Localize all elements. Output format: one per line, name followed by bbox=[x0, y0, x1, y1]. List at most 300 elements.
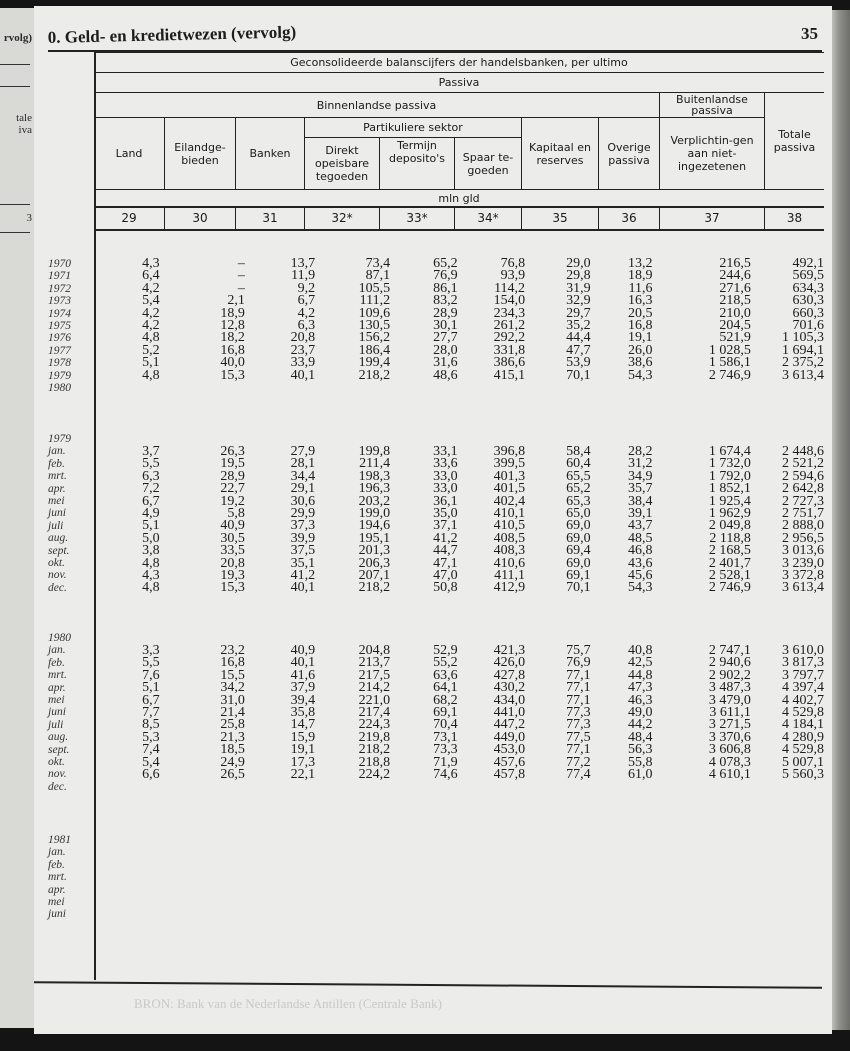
table-cell: 77,4 bbox=[566, 766, 591, 782]
table-cell: 1 586,1 bbox=[708, 355, 751, 371]
stub-label: 1977 bbox=[48, 344, 71, 357]
stub-label: feb. bbox=[48, 457, 65, 470]
table-cell: 261,2 bbox=[493, 317, 526, 333]
table-cell: 44,2 bbox=[628, 717, 653, 733]
table-cell: 218,2 bbox=[358, 742, 391, 758]
table-cell: 16,8 bbox=[628, 317, 653, 333]
table-cell: 194,6 bbox=[358, 518, 391, 534]
table-cell: 3 611,1 bbox=[709, 704, 751, 720]
table-cell: 48,4 bbox=[628, 729, 653, 745]
table-cell: 569,5 bbox=[792, 268, 824, 284]
table-cell: 44,7 bbox=[433, 543, 458, 559]
stub-label: jan. bbox=[48, 644, 66, 657]
table-cell: 40,9 bbox=[290, 643, 316, 658]
table-cell: 53,9 bbox=[566, 355, 591, 371]
table-cell: 6,3 bbox=[142, 468, 160, 484]
table-cell: 224,2 bbox=[358, 766, 391, 782]
col-number-31: 31 bbox=[236, 207, 305, 230]
table-cell: 19,1 bbox=[628, 330, 653, 346]
col-number-36: 36 bbox=[599, 207, 660, 230]
table-cell: 34,2 bbox=[220, 680, 245, 696]
table-cell: 6,4 bbox=[142, 268, 160, 284]
table-cell: 660,3 bbox=[792, 305, 824, 321]
table-cell: 39,9 bbox=[290, 530, 316, 546]
stub-label: jan. bbox=[48, 445, 66, 458]
table-cell: 15,5 bbox=[220, 667, 245, 683]
col-header-31: Banken bbox=[236, 118, 305, 190]
table-row bbox=[94, 295, 824, 307]
stub-label: mrt. bbox=[48, 871, 67, 884]
table-row bbox=[94, 258, 824, 270]
table-cell: 207,1 bbox=[358, 567, 391, 583]
table-cell: 3 372,8 bbox=[781, 567, 824, 583]
table-cell: 410,1 bbox=[493, 505, 526, 521]
table-cell: 54,3 bbox=[628, 580, 653, 596]
table-cell: 5,1 bbox=[142, 680, 160, 696]
table-cell: 408,3 bbox=[493, 543, 526, 559]
table-cell: 40,0 bbox=[220, 355, 245, 371]
col-number-30: 30 bbox=[165, 207, 236, 230]
table-cell: 69,0 bbox=[566, 555, 591, 571]
table-cell: 37,9 bbox=[290, 680, 316, 696]
table-cell: 30,6 bbox=[290, 493, 316, 509]
table-cell: 28,0 bbox=[433, 342, 458, 358]
table-cell: 2 642,8 bbox=[781, 481, 824, 497]
col-header-37: Verplichtin-gen aan niet-ingezetenen bbox=[660, 118, 765, 190]
table-cell: 3 797,7 bbox=[781, 667, 824, 683]
table-cell: 331,8 bbox=[493, 342, 526, 358]
table-cell: 5,1 bbox=[142, 518, 160, 534]
table-cell: 77,1 bbox=[566, 742, 591, 758]
table-cell: 31,0 bbox=[220, 692, 245, 708]
table-cell: 33,0 bbox=[433, 481, 458, 497]
table-cell: 4,8 bbox=[142, 580, 160, 596]
table-cell: 16,3 bbox=[628, 293, 653, 309]
table-cell: 27,7 bbox=[433, 330, 458, 346]
table-cell: 7,7 bbox=[142, 704, 160, 720]
table-cell: 29,7 bbox=[566, 305, 591, 321]
table-cell: – bbox=[237, 256, 245, 271]
table-cell: 26,3 bbox=[220, 444, 245, 459]
table-cell: 14,7 bbox=[290, 717, 316, 733]
left-page-fragment: iva bbox=[18, 124, 32, 136]
table-cell: 55,2 bbox=[433, 655, 458, 671]
table-row bbox=[94, 766, 824, 782]
col-header-30: Eilandge-bieden bbox=[165, 118, 236, 190]
stub-1980 bbox=[34, 632, 92, 793]
table-cell: 109,6 bbox=[358, 305, 391, 321]
table-cell: 16,8 bbox=[220, 655, 245, 671]
table-cell: 1 925,4 bbox=[708, 493, 751, 509]
table-cell: 2 594,6 bbox=[781, 468, 824, 484]
col-header-34: Spaar te-goeden bbox=[455, 138, 522, 190]
stub-label: mei bbox=[48, 896, 65, 909]
table-cell: 204,8 bbox=[358, 643, 391, 658]
table-cell: 76,9 bbox=[566, 655, 591, 671]
table-cell: 244,6 bbox=[719, 268, 751, 284]
col-number-37: 37 bbox=[660, 207, 765, 230]
stub-label: 1981 bbox=[48, 834, 71, 846]
table-cell: 219,8 bbox=[358, 729, 391, 745]
table-cell: 2 168,5 bbox=[708, 543, 751, 559]
table-cell: 18,5 bbox=[220, 742, 245, 758]
table-cell: 2 049,8 bbox=[708, 518, 751, 534]
table-cell: 421,3 bbox=[493, 643, 526, 658]
stub-label: 1978 bbox=[48, 357, 71, 370]
divider bbox=[0, 204, 30, 205]
table-row bbox=[94, 317, 824, 333]
table-cell: 68,2 bbox=[433, 692, 458, 708]
page-number: 35 bbox=[801, 24, 818, 43]
table-cell: 56,3 bbox=[628, 742, 653, 758]
table-cell: 18,2 bbox=[220, 330, 245, 346]
col-number-34: 34* bbox=[455, 207, 522, 230]
stub-label: 1973 bbox=[48, 295, 71, 308]
col-header-33: Termijn deposito's bbox=[380, 138, 455, 190]
table-cell: 3 610,0 bbox=[781, 643, 824, 658]
table-cell: 40,1 bbox=[290, 367, 316, 383]
table-cell: 26,0 bbox=[628, 342, 653, 358]
table-cell: 386,6 bbox=[493, 355, 526, 371]
table-cell: 2 746,9 bbox=[708, 580, 751, 596]
table-cell: 64,1 bbox=[433, 680, 458, 696]
table-cell: 25,8 bbox=[220, 717, 245, 733]
col-header-35: Kapitaal en reserves bbox=[522, 118, 599, 190]
table-cell: 2 888,0 bbox=[781, 518, 824, 534]
table-cell: 4,2 bbox=[142, 280, 160, 296]
table-cell: 292,2 bbox=[493, 330, 526, 346]
table-cell: 65,2 bbox=[566, 481, 591, 497]
table-cell: 1 105,3 bbox=[781, 330, 824, 346]
table-cell: 111,2 bbox=[359, 293, 391, 309]
table-cell: 73,1 bbox=[433, 729, 458, 745]
table-cell: 61,0 bbox=[628, 766, 653, 782]
table-cell: 449,0 bbox=[493, 729, 526, 745]
table-cell: 31,2 bbox=[628, 456, 653, 472]
table-cell: 12,8 bbox=[220, 317, 245, 333]
table-cell: 21,4 bbox=[220, 704, 245, 720]
table-cell: 196,3 bbox=[358, 481, 391, 497]
table-cell: 22,1 bbox=[290, 766, 316, 782]
table-cell: 47,0 bbox=[433, 567, 458, 583]
stub-label: okt. bbox=[48, 756, 65, 769]
table-cell: 427,8 bbox=[493, 667, 526, 683]
table-cell: 3 479,0 bbox=[708, 692, 751, 708]
table-cell: 33,6 bbox=[433, 456, 458, 472]
table-cell: 521,9 bbox=[719, 330, 751, 346]
table-cell: 630,3 bbox=[792, 293, 824, 309]
table-cell: 50,8 bbox=[433, 580, 458, 596]
stub-label: aug. bbox=[48, 532, 69, 545]
table-cell: 69,1 bbox=[566, 567, 591, 583]
table-cell: 29,8 bbox=[566, 268, 591, 284]
table-cell: 3,8 bbox=[142, 543, 160, 559]
col-header-38: Totale passiva bbox=[765, 93, 825, 190]
table-cell: 211,4 bbox=[359, 456, 391, 472]
table-cell: 3,7 bbox=[142, 444, 160, 459]
table-cell: 218,8 bbox=[358, 754, 391, 770]
table-cell: 28,9 bbox=[220, 468, 245, 484]
table-cell: 415,1 bbox=[493, 367, 526, 383]
group-header-buitenlandse: Buitenlandse passiva bbox=[660, 93, 765, 118]
table-cell: 399,5 bbox=[493, 456, 526, 472]
table-cell: 40,1 bbox=[290, 655, 316, 671]
table-cell: 32,9 bbox=[566, 293, 591, 309]
table-cell: 2 727,3 bbox=[781, 493, 824, 509]
table-cell: 271,6 bbox=[719, 280, 751, 296]
table-cell: 216,5 bbox=[719, 256, 751, 271]
table-cell: 4,8 bbox=[142, 367, 160, 383]
table-cell: 40,8 bbox=[628, 643, 653, 658]
table-cell: 5,4 bbox=[142, 293, 160, 309]
table-cell: 410,6 bbox=[493, 555, 526, 571]
table-cell: 41,2 bbox=[433, 530, 458, 546]
table-cell: 44,8 bbox=[628, 667, 653, 683]
data-block-annual bbox=[94, 258, 824, 382]
table-cell: 19,2 bbox=[220, 493, 245, 509]
col-header-29: Land bbox=[94, 118, 165, 190]
table-cell: 199,0 bbox=[358, 505, 391, 521]
table-cell: 2 751,7 bbox=[781, 505, 824, 521]
stub-label: mei bbox=[48, 495, 65, 508]
table-cell: 4,8 bbox=[142, 555, 160, 571]
table-cell: 42,5 bbox=[628, 655, 653, 671]
table-cell: 76,8 bbox=[500, 256, 526, 271]
stub-label: 1972 bbox=[48, 282, 71, 295]
table-cell: 33,0 bbox=[433, 468, 458, 484]
table-cell: 29,0 bbox=[566, 256, 591, 271]
table-cell: 48,6 bbox=[433, 367, 458, 383]
table-cell: 70,1 bbox=[566, 580, 591, 596]
table-cell: 69,0 bbox=[566, 530, 591, 546]
table-cell: 3 370,6 bbox=[708, 729, 751, 745]
table-cell: 55,8 bbox=[628, 754, 653, 770]
table-cell: 11,9 bbox=[291, 268, 316, 284]
table-cell: 7,4 bbox=[142, 742, 160, 758]
table-cell: 4,9 bbox=[142, 505, 160, 521]
col-number-29: 29 bbox=[94, 207, 165, 230]
table-cell: 434,0 bbox=[493, 692, 526, 708]
table-cell: 18,9 bbox=[220, 305, 245, 321]
table-cell: 39,4 bbox=[290, 692, 316, 708]
group-header-partikuliere: Partikuliere sektor bbox=[305, 118, 522, 138]
bleed-through-text: BRON: Bank van de Nederlandse Antillen (Centrale Bank) bbox=[134, 996, 442, 1011]
table-cell: 408,5 bbox=[493, 530, 526, 546]
table-cell: 3 613,4 bbox=[781, 580, 824, 596]
table-cell: 457,8 bbox=[493, 766, 526, 782]
stub-label: 1980 bbox=[48, 632, 71, 644]
table-cell: 5 560,3 bbox=[781, 766, 824, 782]
table-cell: 24,9 bbox=[220, 754, 245, 770]
table-cell: 37,5 bbox=[290, 543, 316, 559]
table-cell: 22,7 bbox=[220, 481, 245, 497]
table-cell: 6,7 bbox=[297, 293, 316, 309]
table-cell: 33,9 bbox=[290, 355, 316, 371]
table-cell: 213,7 bbox=[358, 655, 391, 671]
table-cell: 69,4 bbox=[566, 543, 591, 559]
table-cell: 701,6 bbox=[792, 317, 824, 333]
table-cell: 8,5 bbox=[142, 717, 160, 733]
table-cell: 63,6 bbox=[433, 667, 458, 683]
table-cell: 28,1 bbox=[290, 456, 316, 472]
table-cell: 2 956,5 bbox=[781, 530, 824, 546]
table-cell: 3 613,4 bbox=[781, 367, 824, 383]
table-cell: 35,7 bbox=[628, 481, 653, 497]
stub-label: apr. bbox=[48, 681, 66, 694]
table-row bbox=[94, 280, 824, 296]
table-cell: 6,3 bbox=[297, 317, 316, 333]
table-row bbox=[94, 582, 824, 594]
data-block-1980 bbox=[94, 645, 824, 781]
stub-label: juni bbox=[48, 706, 66, 719]
table-cell: 3 817,3 bbox=[781, 655, 824, 671]
footer-rule bbox=[34, 981, 822, 989]
table-cell: 426,0 bbox=[493, 655, 526, 671]
table-cell: 15,3 bbox=[220, 367, 245, 383]
table-cell: 199,4 bbox=[358, 355, 391, 371]
table-cell: 29,9 bbox=[290, 505, 316, 521]
table-cell: 1 852,1 bbox=[708, 481, 751, 497]
table-cell: 77,1 bbox=[566, 680, 591, 696]
table-cell: 2 521,2 bbox=[781, 456, 824, 472]
table-cell: 77,1 bbox=[566, 667, 591, 683]
table-cell: 38,4 bbox=[628, 493, 653, 509]
stub-1981 bbox=[34, 834, 92, 921]
table-cell: 17,3 bbox=[290, 754, 316, 770]
table-cell: 210,0 bbox=[719, 305, 751, 321]
table-cell: 199,8 bbox=[358, 444, 391, 459]
table-cell: 410,5 bbox=[493, 518, 526, 534]
stub-label: jan. bbox=[48, 846, 66, 859]
table-cell: 20,5 bbox=[628, 305, 653, 321]
stub-label: 1975 bbox=[48, 320, 71, 333]
table-cell: 39,1 bbox=[628, 505, 653, 521]
table-cell: 69,0 bbox=[566, 518, 591, 534]
stub-label: juli bbox=[48, 519, 64, 532]
stub-label: 1974 bbox=[48, 307, 71, 320]
table-cell: 3 271,5 bbox=[708, 717, 751, 733]
table-cell: 4 397,4 bbox=[781, 680, 824, 696]
table-cell: 65,3 bbox=[566, 493, 591, 509]
table-cell: 1 694,1 bbox=[781, 342, 824, 358]
table-cell: 77,5 bbox=[566, 729, 591, 745]
table-cell: 114,2 bbox=[494, 280, 526, 296]
table-cell: 9,2 bbox=[297, 280, 316, 296]
table-cell: 412,9 bbox=[493, 580, 526, 596]
table-cell: 28,9 bbox=[433, 305, 458, 321]
page-stack-edge bbox=[832, 10, 850, 1030]
table-cell: 1 674,4 bbox=[708, 444, 751, 459]
stub-label: dec. bbox=[48, 780, 67, 793]
table-cell: 4 610,1 bbox=[708, 766, 751, 782]
stub-label: 1976 bbox=[48, 332, 71, 345]
table-cell: 5,4 bbox=[142, 754, 160, 770]
table-cell: 37,3 bbox=[290, 518, 316, 534]
table-cell: 77,3 bbox=[566, 704, 591, 720]
table-cell: 7,6 bbox=[142, 667, 160, 683]
table-cell: 4,3 bbox=[142, 567, 160, 583]
table-cell: 20,8 bbox=[220, 555, 245, 571]
table-cell: 457,6 bbox=[493, 754, 526, 770]
table-cell: 29,1 bbox=[290, 481, 316, 497]
stub-label: aug. bbox=[48, 731, 69, 744]
table-cell: 86,1 bbox=[433, 280, 458, 296]
table-cell: 11,6 bbox=[628, 280, 653, 296]
table-cell: 204,5 bbox=[719, 317, 751, 333]
stub-label: 1979 bbox=[48, 433, 71, 445]
table-cell: 45,6 bbox=[628, 567, 653, 583]
table-cell: 5,5 bbox=[142, 655, 160, 671]
table-cell: 40,1 bbox=[290, 580, 316, 596]
table-cell: 201,3 bbox=[358, 543, 391, 559]
section-title: 0. Geld- en kredietwezen (vervolg) bbox=[47, 22, 297, 48]
table-cell: 5 007,1 bbox=[781, 754, 824, 770]
stub-label: juni bbox=[48, 908, 66, 921]
table-cell: 218,2 bbox=[358, 367, 391, 383]
stub-label: juni bbox=[48, 507, 66, 520]
unit-label: mln gld bbox=[94, 190, 824, 208]
table-cell: 198,3 bbox=[358, 468, 391, 484]
table-cell: 5,2 bbox=[142, 342, 160, 358]
table-cell: 43,7 bbox=[628, 518, 653, 534]
table-cell: 23,2 bbox=[220, 643, 245, 658]
table-cell: 35,1 bbox=[290, 555, 316, 571]
col-header-32: Direkt opeisbare tegoeden bbox=[305, 138, 380, 190]
table-cell: 1 028,5 bbox=[708, 342, 751, 358]
table-cell: 214,2 bbox=[358, 680, 391, 696]
table-cell: 31,6 bbox=[433, 355, 458, 371]
table-cell: 4 402,7 bbox=[781, 692, 824, 708]
table-cell: 221,0 bbox=[358, 692, 391, 708]
table-cell: 47,1 bbox=[433, 555, 458, 571]
table-cell: 1 962,9 bbox=[708, 505, 751, 521]
table-cell: 35,0 bbox=[433, 505, 458, 521]
table-cell: 48,5 bbox=[628, 530, 653, 546]
table-cell: 5,8 bbox=[227, 505, 245, 521]
table-cell: 35,8 bbox=[290, 704, 316, 720]
stub-label: juli bbox=[48, 718, 64, 731]
table-cell: 34,4 bbox=[290, 468, 316, 484]
table-cell: 33,5 bbox=[220, 543, 245, 559]
table-cell: 234,3 bbox=[493, 305, 526, 321]
table-cell: 441,0 bbox=[493, 704, 526, 720]
stub-label: apr. bbox=[48, 482, 66, 495]
table-cell: 453,0 bbox=[493, 742, 526, 758]
table-cell: 4,3 bbox=[142, 256, 160, 271]
table-cell: 77,2 bbox=[566, 754, 591, 770]
table-cell: 5,3 bbox=[142, 729, 160, 745]
table-row bbox=[94, 367, 824, 383]
stub-label: dec. bbox=[48, 581, 67, 594]
table-cell: 70,4 bbox=[433, 717, 458, 733]
table-cell: 28,2 bbox=[628, 444, 653, 459]
stub-annual bbox=[34, 258, 92, 394]
table-cell: 73,4 bbox=[365, 256, 391, 271]
divider bbox=[0, 64, 30, 65]
table-cell: 47,3 bbox=[628, 680, 653, 696]
stub-label: nov. bbox=[48, 768, 67, 781]
table-cell: 41,2 bbox=[290, 567, 316, 583]
table-cell: 26,5 bbox=[220, 766, 245, 782]
table-cell: 195,1 bbox=[358, 530, 391, 546]
table-cell: 77,3 bbox=[566, 717, 591, 733]
table-cell: 83,2 bbox=[433, 293, 458, 309]
table-cell: 186,4 bbox=[358, 342, 391, 358]
table-cell: 203,2 bbox=[358, 493, 391, 509]
stub-label: mrt. bbox=[48, 669, 67, 682]
stub-label: apr. bbox=[48, 883, 66, 896]
table-cell: 44,4 bbox=[566, 330, 591, 346]
